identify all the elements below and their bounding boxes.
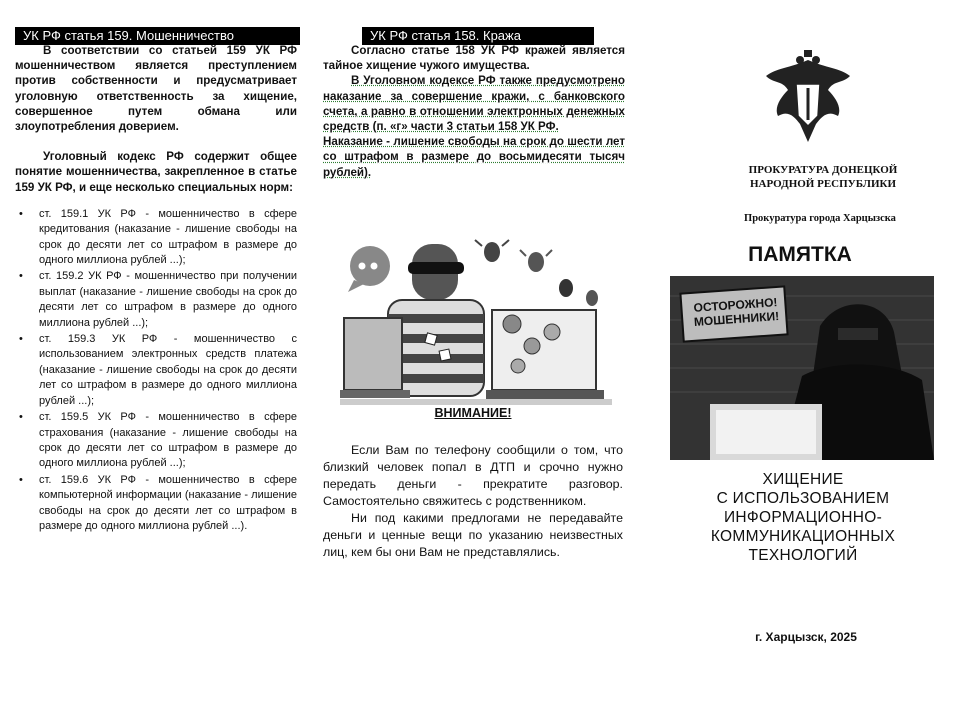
article-159-column (15, 43, 297, 535)
fraud-definition: В соответствии со статьей 159 УК РФ мошенничеством является преступлением против собственности и предусматривает уголовную ответственность за хищение, совершенное путем обмана или злоупотребления доверием. (15, 44, 297, 134)
theft-code-provision: В Уголовном кодексе РФ также предусмотрено наказание за совершение кражи, с банковского счета, а равно в отношении электронных денежных средств (п. «г» части 3 статьи 158 УК РФ. (323, 74, 625, 134)
city-and-year: г. Харцызск, 2025 (755, 630, 857, 644)
fraud-articles-list (15, 207, 297, 535)
brochure-theme (678, 470, 928, 565)
prosecutor-emblem (760, 50, 856, 150)
article-159-header-text: УК РФ статья 159. Мошенничество (23, 28, 234, 43)
notice-heading: ВНИМАНИЕ! (434, 406, 512, 420)
fraud-norms-intro: Уголовный кодекс РФ содержит общее понятие мошенничества, закрепленное в статье 159 УК РФ, и еще несколько специальных норм: (15, 150, 297, 194)
list-item: • ст. 159.5 УК РФ - мошенничество в сфере страхования (наказание - лишение свободы на срок до десяти лет со штрафом в размере до одного миллиона рублей ...); (39, 410, 297, 472)
warning-phone-call: Если Вам по телефону сообщили о том, что близкий человек попал в ДТП и срочно нужно передать деньги - прекратите разговор. Самостоятельно свяжитесь с родственником. (323, 443, 623, 508)
article-158-column (323, 43, 625, 180)
list-item: • ст. 159.6 УК РФ - мошенничество в сфере компьютерной информации (наказание - лишение свободы на срок до десяти лет со штрафом в размере до одного миллиона рублей ...). (39, 473, 297, 535)
list-item: • ст. 159.1 УК РФ - мошенничество в сфере кредитования (наказание - лишение свободы на срок до десяти лет со штрафом в размере до одного миллиона рублей ...); (39, 207, 297, 269)
warning-valuables: Ни под какими предлогами не передавайте деньги и ценные вещи по указанию неизвестных лиц, кем бы они Вам не представлялись. (323, 511, 623, 559)
warning-text (323, 442, 623, 561)
chat-bubble-icon (348, 246, 390, 292)
theme-line-5: ТЕХНОЛОГИЙ (748, 547, 858, 564)
theft-punishment: Наказание - лишение свободы на срок до шести лет со штрафом в размере до восьмидесяти тысяч рублей). (323, 135, 625, 179)
city-prosecutor-office: Прокуратура города Харцызска (744, 213, 896, 224)
list-item: • ст. 159.3 УК РФ - мошенничество с использованием электронных средств платежа (наказание - лишение свободы на срок до десяти лет со штрафом в размере до одного миллиона рублей ...); (39, 332, 297, 409)
cover-photo (670, 276, 934, 460)
page-title: ПАМЯТКА (748, 243, 852, 266)
theme-line-1: ХИЩЕНИЕ (762, 471, 844, 488)
theme-line-4: КОММУНИКАЦИОННЫХ (710, 528, 896, 545)
organization-line-2: НАРОДНОЙ РЕСПУБЛИКИ (749, 177, 897, 190)
list-item: • ст. 159.2 УК РФ - мошенничество при получении выплат (наказание - лишение свободы на срок до десяти лет со штрафом в размере до одного миллиона рублей ...); (39, 269, 297, 331)
article-158-header-text: УК РФ статья 158. Кража (370, 28, 521, 43)
theft-definition: Согласно статье 158 УК РФ кражей является тайное хищение чужого имущества. (323, 44, 625, 73)
organization-line-1: ПРОКУРАТУРА ДОНЕЦКОЙ (748, 164, 898, 176)
organization-name (728, 164, 918, 191)
hacker-illustration (340, 228, 612, 420)
theme-line-2: С ИСПОЛЬЗОВАНИЕМ (716, 490, 890, 507)
bug-icon (475, 240, 598, 306)
theme-line-3: ИНФОРМАЦИОННО- (723, 509, 883, 526)
warning-sign-line-2: МОШЕННИКИ! (693, 309, 780, 329)
warning-sign-line-1: ОСТОРОЖНО! (693, 295, 778, 315)
laptop-right (486, 310, 604, 399)
laptop-left (340, 318, 410, 398)
